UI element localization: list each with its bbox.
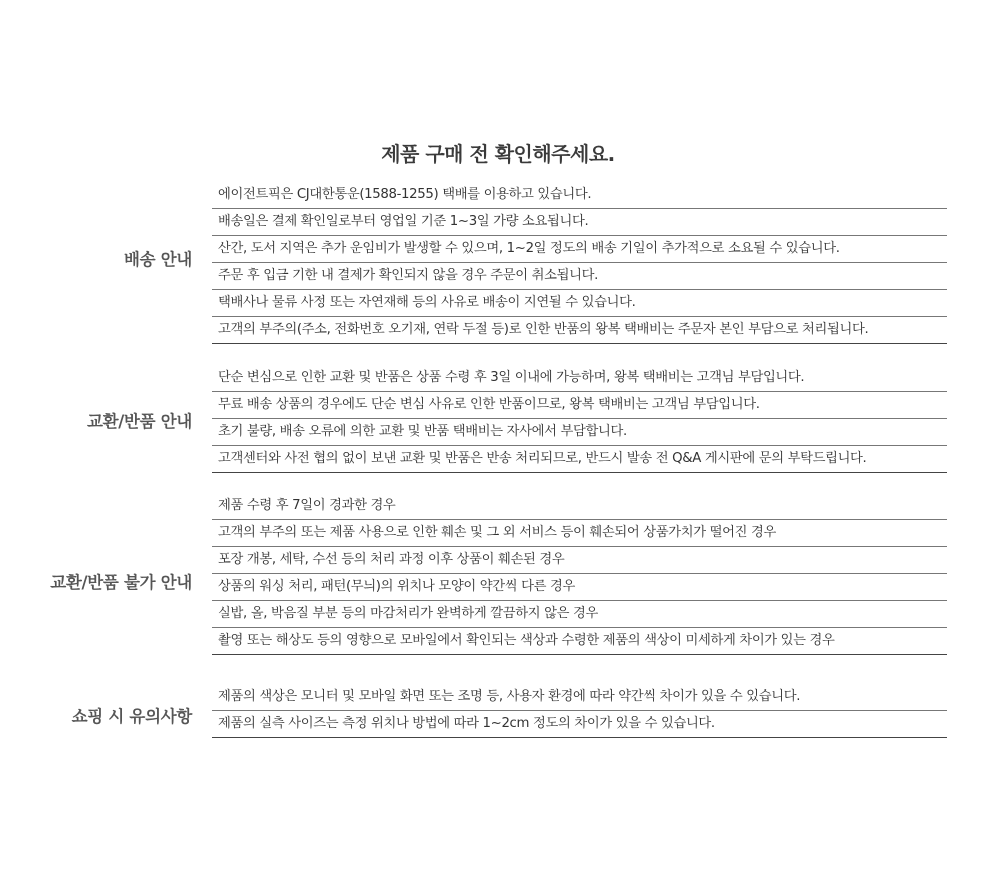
list-item: 무료 배송 상품의 경우에도 단순 변심 사유로 인한 반품이므로, 왕복 택배비는 고객님 부담입니다. bbox=[212, 392, 947, 419]
shopping-notes-list bbox=[212, 684, 947, 738]
list-item: 택배사나 물류 사정 또는 자연재해 등의 사유로 배송이 지연될 수 있습니다. bbox=[212, 290, 947, 317]
no-exchange-list bbox=[212, 493, 947, 655]
list-item: 에이전트픽은 CJ대한통운(1588-1255) 택배를 이용하고 있습니다. bbox=[212, 182, 947, 209]
list-item: 제품의 실측 사이즈는 측정 위치나 방법에 따라 1~2cm 정도의 차이가 있을 수 있습니다. bbox=[212, 711, 947, 738]
list-item: 고객센터와 사전 협의 없이 보낸 교환 및 반품은 반송 처리되므로, 반드시 발송 전 Q&A 게시판에 문의 부탁드립니다. bbox=[212, 446, 947, 473]
list-item: 주문 후 입금 기한 내 결제가 확인되지 않을 경우 주문이 취소됩니다. bbox=[212, 263, 947, 290]
page-title: 제품 구매 전 확인해주세요. bbox=[381, 142, 615, 166]
list-item: 제품의 색상은 모니터 및 모바일 화면 또는 조명 등, 사용자 환경에 따라 약간씩 차이가 있을 수 있습니다. bbox=[212, 684, 947, 711]
list-item: 상품의 워싱 처리, 패턴(무늬)의 위치나 모양이 약간씩 다른 경우 bbox=[212, 574, 947, 601]
exchange-return-list bbox=[212, 365, 947, 473]
section-label-no-exchange: 교환/반품 불가 안내 bbox=[50, 573, 192, 592]
section-label-shipping: 배송 안내 bbox=[123, 250, 192, 269]
shipping-list bbox=[212, 182, 947, 344]
list-item: 초기 불량, 배송 오류에 의한 교환 및 반품 택배비는 자사에서 부담합니다. bbox=[212, 419, 947, 446]
list-item: 고객의 부주의 또는 제품 사용으로 인한 훼손 및 그 외 서비스 등이 훼손되어 상품가치가 떨어진 경우 bbox=[212, 520, 947, 547]
list-item: 촬영 또는 해상도 등의 영향으로 모바일에서 확인되는 색상과 수령한 제품의 색상이 미세하게 차이가 있는 경우 bbox=[212, 628, 947, 655]
list-item: 단순 변심으로 인한 교환 및 반품은 상품 수령 후 3일 이내에 가능하며, 왕복 택배비는 고객님 부담입니다. bbox=[212, 365, 947, 392]
section-label-exchange-return: 교환/반품 안내 bbox=[86, 412, 192, 431]
list-item: 고객의 부주의(주소, 전화번호 오기재, 연락 두절 등)로 인한 반품의 왕복 택배비는 주문자 본인 부담으로 처리됩니다. bbox=[212, 317, 947, 344]
list-item: 제품 수령 후 7일이 경과한 경우 bbox=[212, 493, 947, 520]
list-item: 산간, 도서 지역은 추가 운임비가 발생할 수 있으며, 1~2일 정도의 배송 기일이 추가적으로 소요될 수 있습니다. bbox=[212, 236, 947, 263]
list-item: 포장 개봉, 세탁, 수선 등의 처리 과정 이후 상품이 훼손된 경우 bbox=[212, 547, 947, 574]
list-item: 실밥, 올, 박음질 부분 등의 마감처리가 완벽하게 깔끔하지 않은 경우 bbox=[212, 601, 947, 628]
section-label-shopping-notes: 쇼핑 시 유의사항 bbox=[71, 707, 192, 726]
list-item: 배송일은 결제 확인일로부터 영업일 기준 1~3일 가량 소요됩니다. bbox=[212, 209, 947, 236]
